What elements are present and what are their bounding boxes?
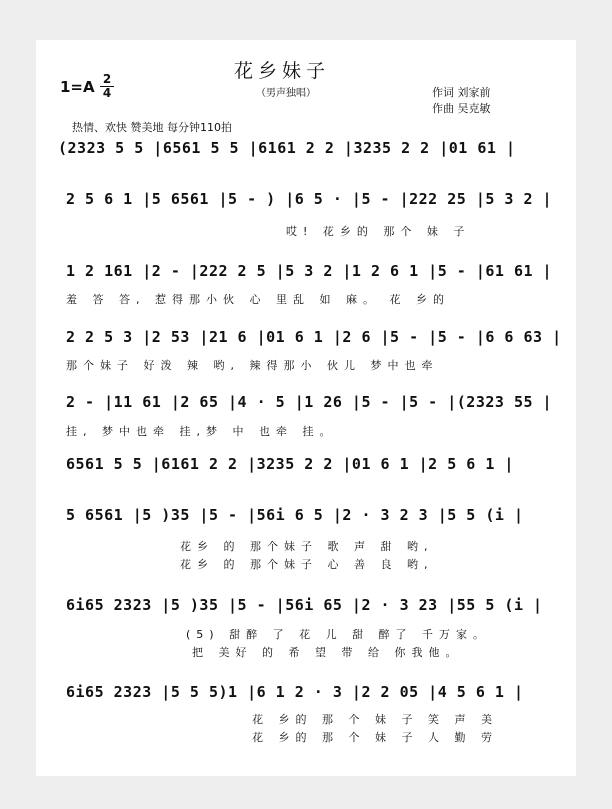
music-line-5: 2 - |11 61 |2 65 |4 · 5 |1 26 |5 - |5 - |(2323 55 | — [66, 393, 553, 411]
lyric-line-8b: 把 美好 的 希 望 带 给 你我他。 — [192, 646, 463, 659]
composer-credit: 作曲 吴克敏 — [432, 102, 491, 115]
music-line-3: 1 2 161 |2 - |222 2 5 |5 3 2 |1 2 6 1 |5 - |61 61 | — [66, 262, 553, 280]
lyricist-credit: 作词 刘家前 — [432, 86, 491, 99]
lyric-line-3: 羞 答 答, 惹得那小伙 心 里乱 如 麻。 花 乡的 — [66, 293, 450, 306]
lyric-line-5: 挂, 梦中也牵 挂,梦 中 也牵 挂。 — [66, 425, 337, 438]
time-signature — [100, 73, 114, 100]
music-line-9: 6i65 2323 |5 5 5)1 |6 1 2 · 3 |2 2 05 |4 5 6 1 | — [66, 683, 524, 701]
lyric-line-9a: 花 乡的 那 个 妹 子 笑 声 美 — [252, 713, 498, 726]
music-line-8: 6i65 2323 |5 )35 |5 - |56i 65 |2 · 3 23 |55 5 (i | — [66, 596, 543, 614]
time-signature-bottom: 4 — [102, 86, 112, 100]
performance-note: （男声独唱） — [256, 88, 316, 99]
time-signature-top: 2 — [102, 72, 112, 86]
lyric-line-2: 哎! 花乡的 那个 妹 子 — [286, 225, 471, 238]
lyric-line-9b: 花 乡的 那 个 妹 子 人 勤 劳 — [252, 731, 498, 744]
lyric-line-7a: 花乡 的 那个妹子 歌 声 甜 哟, — [180, 540, 434, 553]
music-line-6: 6561 5 5 |6161 2 2 |3235 2 2 |01 6 1 |2 5 6 1 | — [66, 455, 514, 473]
music-line-1: (2323 5 5 |6561 5 5 |6161 2 2 |3235 2 2 |01 61 | — [58, 139, 516, 157]
lyric-line-7b: 花乡 的 那个妹子 心 善 良 哟, — [180, 558, 434, 571]
music-line-2: 2 5 6 1 |5 6561 |5 - ) |6 5 · |5 - |222 25 |5 3 2 | — [66, 190, 553, 208]
song-title: 花乡妹子 — [234, 60, 331, 82]
tempo-marking: 热情、欢快 赞美地 每分钟110拍 — [72, 121, 232, 134]
key-signature: 1=A — [60, 78, 95, 96]
lyric-line-8a: (5) 甜醉 了 花 儿 甜 醉了 千万家。 — [186, 628, 491, 641]
music-line-4: 2 2 5 3 |2 53 |21 6 |01 6 1 |2 6 |5 - |5 - |6 6 63 | — [66, 328, 562, 346]
lyric-line-4: 那个妹子 好泼 辣 哟, 辣得那小 伙儿 梦中也牵 — [66, 359, 439, 372]
music-line-7: 5 6561 |5 )35 |5 - |56i 6 5 |2 · 3 2 3 |5 5 (i | — [66, 506, 524, 524]
